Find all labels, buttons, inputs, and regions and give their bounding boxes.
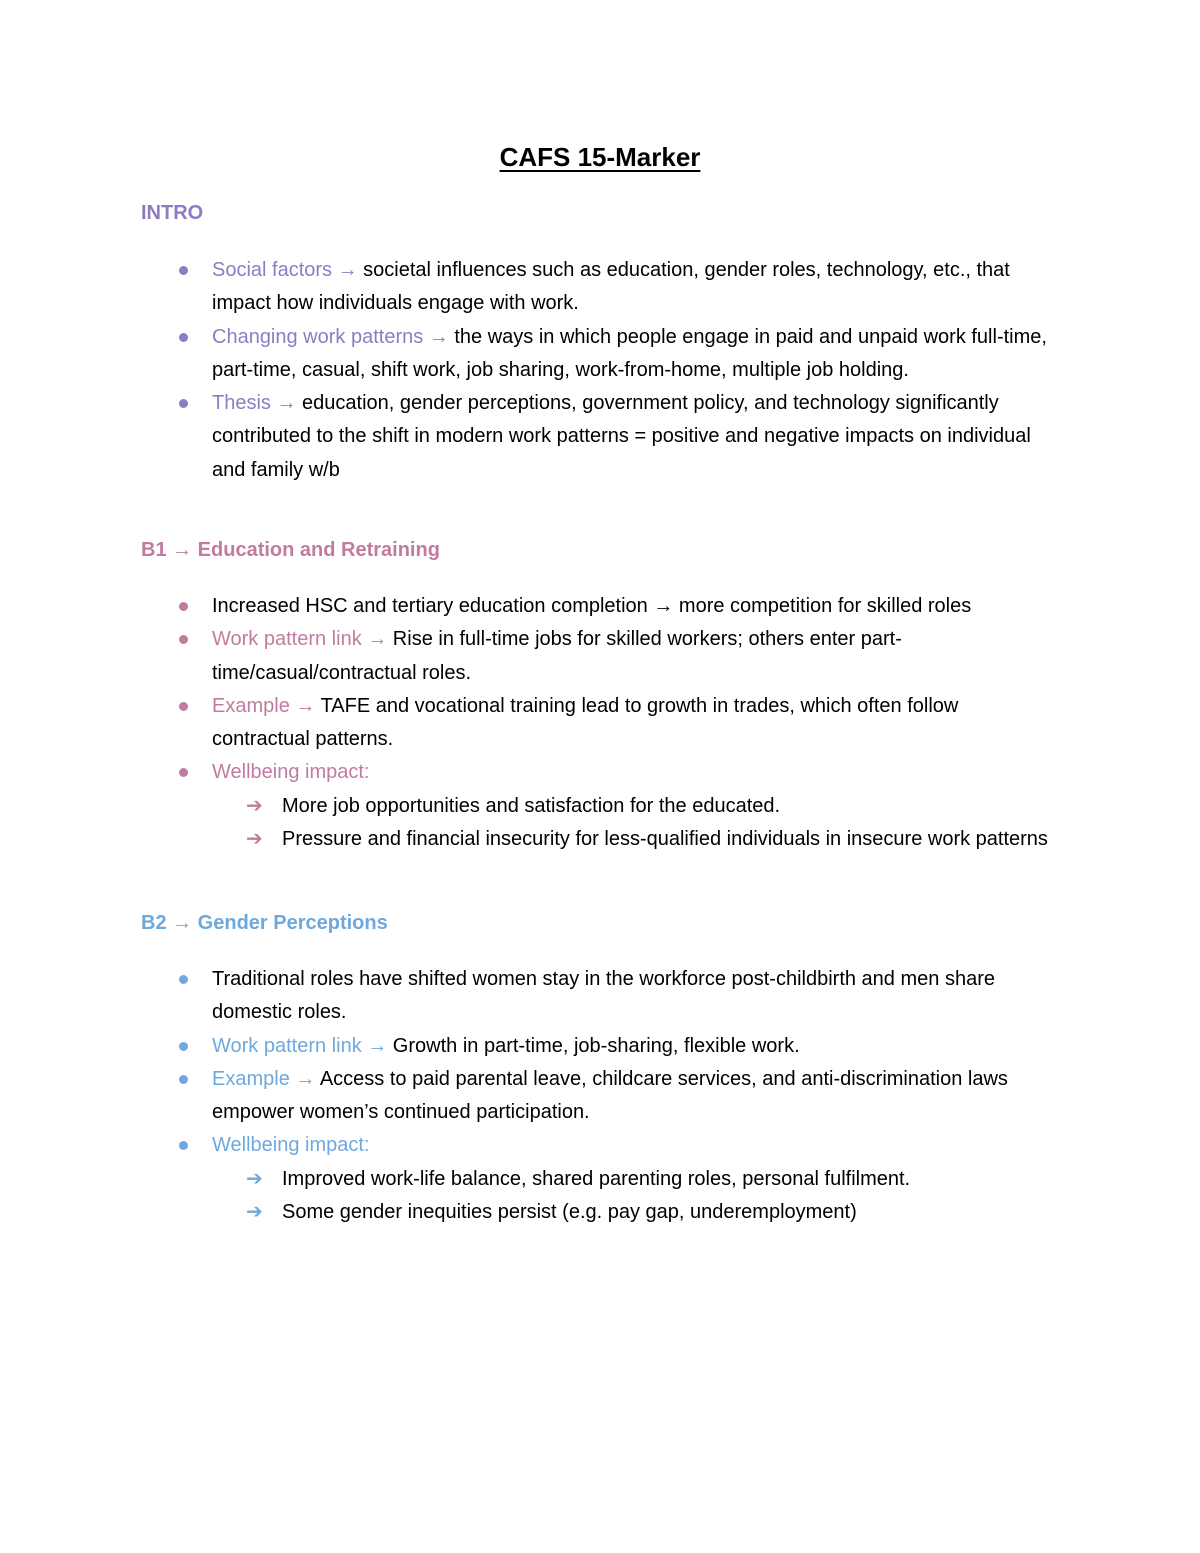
sub-list-item bbox=[212, 823, 1050, 856]
list-item bbox=[0, 590, 1200, 623]
item-label: Changing work patterns → bbox=[212, 325, 449, 348]
bullet-icon bbox=[179, 399, 188, 408]
item-label: Thesis → bbox=[212, 392, 297, 415]
sub-list-item bbox=[212, 790, 1050, 823]
bullet-icon bbox=[179, 768, 188, 777]
list-item bbox=[0, 254, 1200, 321]
arrow-icon: ➔ bbox=[246, 1167, 263, 1190]
item-text: Access to paid parental leave, childcare services, and anti-discrimination laws empower women’s continued participation. bbox=[212, 1067, 1008, 1124]
sub-list bbox=[212, 790, 1050, 857]
item-label: Wellbeing impact: bbox=[212, 761, 370, 784]
item-label: Wellbeing impact: bbox=[212, 1134, 370, 1157]
bullet-icon bbox=[179, 1075, 188, 1084]
list-item bbox=[0, 387, 1200, 487]
item-text: societal influences such as education, gender roles, technology, etc., that impact how individuals engage with work. bbox=[212, 259, 1010, 315]
bullet-icon bbox=[179, 266, 188, 275]
bullet-icon bbox=[179, 1042, 188, 1051]
sub-list-item bbox=[212, 1163, 1050, 1196]
bullet-icon bbox=[179, 602, 188, 611]
list-item bbox=[0, 1129, 1200, 1229]
sub-item-text: Improved work-life balance, shared parenting roles, personal fulfilment. bbox=[282, 1167, 911, 1190]
sub-item-text: Some gender inequities persist (e.g. pay gap, underemployment) bbox=[282, 1201, 857, 1224]
item-text: education, gender perceptions, government policy, and technology significantly contributed to the shift in modern work patterns = positive and negative impacts on individual and family w/b bbox=[212, 392, 1031, 481]
section-heading-intro: INTRO bbox=[141, 202, 204, 224]
item-text: Traditional roles have shifted women stay in the workforce post-childbirth and men share domestic roles. bbox=[212, 968, 995, 1024]
item-text: the ways in which people engage in paid and unpaid work full-time, part-time, casual, shift work, job sharing, work-from-home, multiple job holding. bbox=[212, 325, 1047, 381]
item-label: Social factors → bbox=[212, 259, 358, 281]
item-text: Increased HSC and tertiary education completion → more competition for skilled roles bbox=[212, 595, 972, 617]
list-item bbox=[0, 321, 1200, 388]
list-item bbox=[0, 623, 1200, 690]
list-item bbox=[0, 690, 1200, 757]
page-title: CAFS 15-Marker bbox=[499, 142, 701, 172]
list-item bbox=[0, 756, 1200, 856]
bullet-icon bbox=[179, 635, 188, 644]
item-text: TAFE and vocational training lead to growth in trades, which often follow contractual patterns. bbox=[212, 694, 959, 751]
item-label: Example → bbox=[212, 1067, 316, 1090]
arrow-icon: ➔ bbox=[246, 794, 263, 817]
item-text: Growth in part-time, job-sharing, flexible work. bbox=[387, 1034, 800, 1057]
list-item bbox=[0, 1030, 1200, 1063]
sub-item-text: Pressure and financial insecurity for less-qualified individuals in insecure work patterns bbox=[282, 828, 1048, 851]
list-item bbox=[0, 1063, 1200, 1130]
bullet-icon bbox=[179, 1141, 188, 1150]
item-text: Rise in full-time jobs for skilled workers; others enter part-time/casual/contractual roles. bbox=[212, 628, 902, 684]
arrow-icon: ➔ bbox=[246, 1201, 263, 1224]
intro-list bbox=[0, 254, 1200, 487]
bullet-icon bbox=[179, 702, 188, 711]
arrow-icon: ➔ bbox=[246, 828, 263, 851]
item-label: Work pattern link → bbox=[212, 628, 388, 651]
item-label: Work pattern link → bbox=[212, 1034, 388, 1057]
list-item bbox=[0, 963, 1200, 1030]
sub-list bbox=[212, 1163, 1050, 1230]
sub-item-text: More job opportunities and satisfaction for the educated. bbox=[282, 794, 781, 817]
sub-list-item bbox=[212, 1196, 1050, 1229]
section-heading-b1: B1 → Education and Retraining bbox=[141, 539, 440, 561]
bullet-icon bbox=[179, 333, 188, 342]
b1-list bbox=[0, 590, 1200, 856]
bullet-icon bbox=[179, 975, 188, 984]
item-label: Example → bbox=[212, 694, 316, 717]
b2-list bbox=[0, 963, 1200, 1229]
section-heading-b2: B2 → Gender Perceptions bbox=[141, 912, 388, 934]
